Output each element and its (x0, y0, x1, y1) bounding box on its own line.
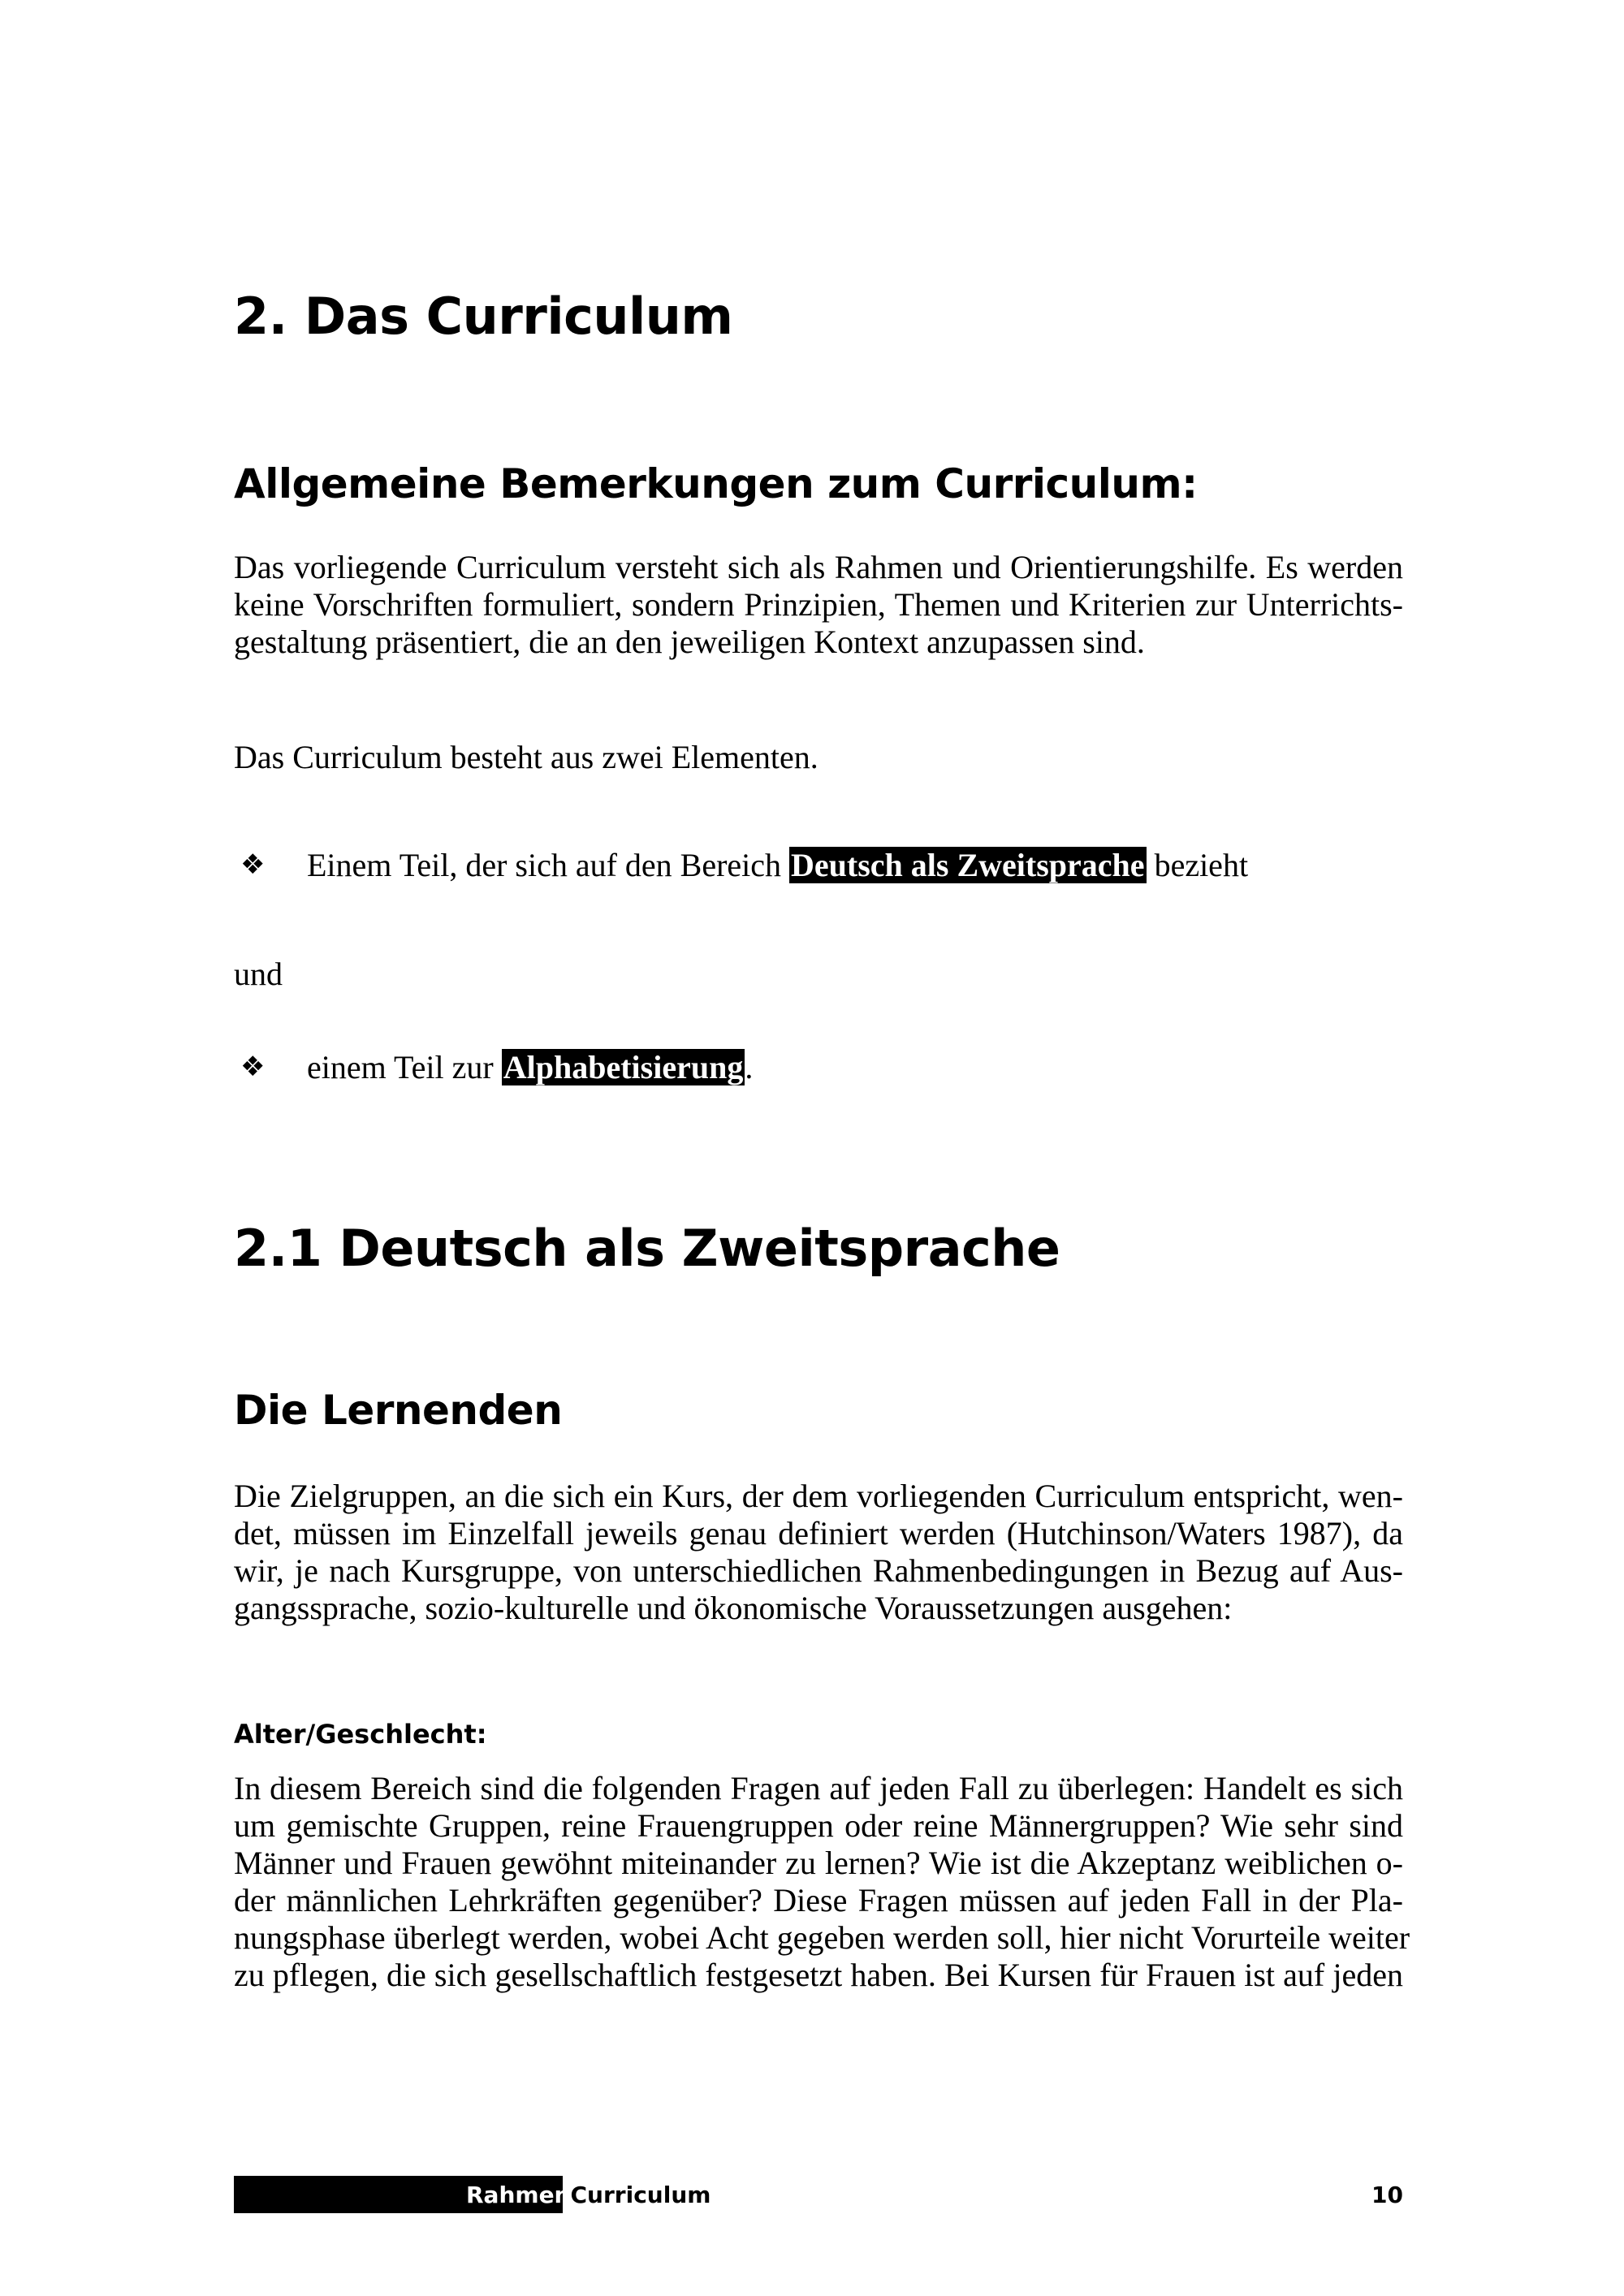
learners-line: gangssprache, sozio-kulturelle und ökonomische Voraussetzungen ausgehen: (234, 1590, 1233, 1626)
learners-line: Die Zielgruppen, an die sich ein Kurs, der dem vorliegenden Curriculum entspricht, wen- (234, 1478, 1403, 1514)
elements-sentence: Das Curriculum besteht aus zwei Elementen. (234, 739, 818, 775)
general-remarks-heading: Allgemeine Bemerkungen zum Curriculum: (234, 460, 1198, 507)
learners-heading: Die Lernenden (234, 1387, 563, 1434)
bullet-text-after: . (745, 1049, 754, 1085)
highlight-alpha: Alphabetisierung (503, 1049, 744, 1085)
intro-line: keine Vorschriften formuliert, sondern Prinzipien, Themen und Kriterien zur Unterrichts- (234, 586, 1403, 623)
bullet-text-before: Einem Teil, der sich auf den Bereich (307, 847, 790, 883)
footer-brand-part1: Rahmen (466, 2182, 571, 2208)
four-diamond-icon: ❖ (240, 1051, 266, 1083)
main-heading: 2. Das Curriculum (234, 287, 733, 346)
age-line: der männlichen Lehrkräften gegenüber? Diese Fragen müssen auf jeden Fall in der Pla- (234, 1882, 1403, 1918)
bullet-text-after: bezieht (1146, 847, 1249, 883)
footer-brand (466, 2181, 710, 2210)
age-line: In diesem Bereich sind die folgenden Fragen auf jeden Fall zu überlegen: Handelt es sich (234, 1770, 1403, 1806)
connector-text: und (234, 956, 283, 992)
age-line: zu pflegen, die sich gesellschaftlich festgesetzt haben. Bei Kursen für Frauen ist auf jeden (234, 1957, 1403, 1993)
age-line: Männer und Frauen gewöhnt miteinander zu lernen? Wie ist die Akzeptanz weiblichen o- (234, 1845, 1403, 1881)
bullet-text-before: einem Teil zur (307, 1049, 502, 1085)
intro-line: gestaltung präsentiert, die an den jeweiligen Kontext anzupassen sind. (234, 624, 1145, 660)
age-line: nungsphase überlegt werden, wobei Acht gegeben werden soll, hier nicht Vorurteile weiter (234, 1919, 1410, 1956)
intro-line: Das vorliegende Curriculum versteht sich als Rahmen und Orientierungshilfe. Es werden (234, 549, 1403, 585)
age-line: um gemischte Gruppen, reine Frauengruppen oder reine Männergruppen? Wie sehr sind (234, 1807, 1403, 1844)
page-number: 10 (1371, 2182, 1403, 2208)
age-gender-heading: Alter/Geschlecht: (234, 1719, 487, 1750)
learners-paragraph (234, 1478, 1403, 1627)
intro-paragraph (234, 549, 1403, 661)
section-heading: 2.1 Deutsch als Zweitsprache (234, 1219, 1060, 1278)
learners-line: wir, je nach Kursgruppe, von unterschiedlichen Rahmenbedingungen in Bezug auf Aus- (234, 1552, 1403, 1589)
bullet-text (307, 847, 1248, 884)
four-diamond-icon: ❖ (240, 848, 266, 881)
age-gender-paragraph (234, 1770, 1410, 1994)
bullet-text (307, 1049, 753, 1086)
learners-line: det, müssen im Einzelfall jeweils genau definiert werden (Hutchinson/Waters 1987), da (234, 1515, 1403, 1552)
highlight-daz: Deutsch als Zweitsprache (791, 847, 1145, 883)
footer-brand-part2: Curriculum (570, 2182, 711, 2208)
